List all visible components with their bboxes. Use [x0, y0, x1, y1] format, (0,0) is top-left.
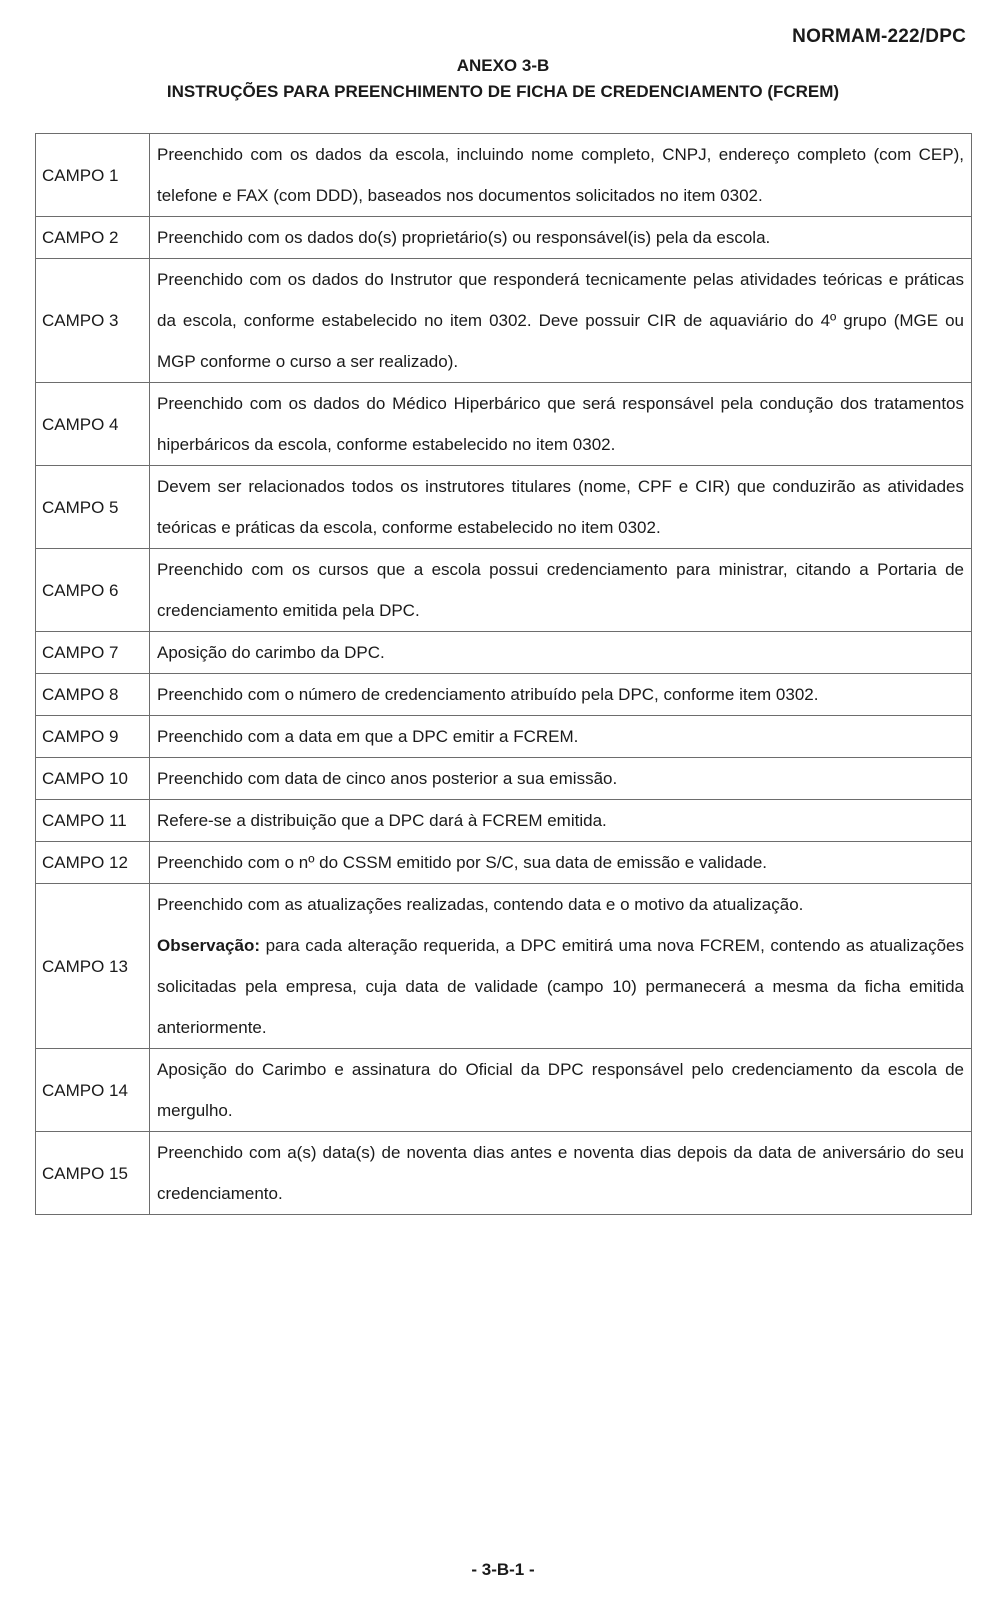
field-description: Preenchido com a(s) data(s) de noventa dias antes e noventa dias depois da data de aniversário do seu credenciamento.	[150, 1132, 972, 1215]
table-row	[36, 466, 972, 549]
field-description-main: Preenchido com as atualizações realizadas, contendo data e o motivo da atualização.	[157, 895, 804, 914]
field-label: CAMPO 8	[36, 674, 150, 716]
field-label: CAMPO 15	[36, 1132, 150, 1215]
table-row	[36, 134, 972, 217]
table-row	[36, 632, 972, 674]
table-row	[36, 884, 972, 1049]
table-row	[36, 674, 972, 716]
note-text: para cada alteração requerida, a DPC emitirá uma nova FCREM, contendo as atualizações solicitadas pela empresa, cuja data de validade (campo 10) permanecerá a mesma da ficha emitida anteriormente.	[157, 936, 964, 1037]
field-label: CAMPO 5	[36, 466, 150, 549]
table-row	[36, 1132, 972, 1215]
table-row	[36, 800, 972, 842]
field-label: CAMPO 11	[36, 800, 150, 842]
document-code: NORMAM-222/DPC	[792, 26, 966, 47]
field-description: Preenchido com os dados do(s) proprietário(s) ou responsável(is) pela da escola.	[150, 217, 972, 259]
field-label: CAMPO 1	[36, 134, 150, 217]
annex-title: ANEXO 3-B	[456, 56, 550, 75]
table-row	[36, 217, 972, 259]
field-label: CAMPO 3	[36, 259, 150, 383]
page-number: - 3-B-1 -	[471, 1560, 535, 1579]
field-label: CAMPO 4	[36, 383, 150, 466]
field-description	[150, 884, 972, 1049]
field-label: CAMPO 7	[36, 632, 150, 674]
field-label: CAMPO 9	[36, 716, 150, 758]
annex-subtitle: INSTRUÇÕES PARA PREENCHIMENTO DE FICHA DE CREDENCIAMENTO (FCREM)	[166, 82, 840, 101]
field-description: Preenchido com o número de credenciamento atribuído pela DPC, conforme item 0302.	[150, 674, 972, 716]
field-label: CAMPO 12	[36, 842, 150, 884]
table-row	[36, 842, 972, 884]
field-description: Aposição do Carimbo e assinatura do Oficial da DPC responsável pelo credenciamento da escola de mergulho.	[150, 1049, 972, 1132]
instructions-table	[35, 133, 972, 1215]
table-row	[36, 758, 972, 800]
field-label: CAMPO 2	[36, 217, 150, 259]
table-row	[36, 1049, 972, 1132]
field-description: Aposição do carimbo da DPC.	[150, 632, 972, 674]
field-description: Preenchido com os dados do Médico Hiperbárico que será responsável pela condução dos tratamentos hiperbáricos da escola, conforme estabelecido no item 0302.	[150, 383, 972, 466]
field-label: CAMPO 10	[36, 758, 150, 800]
note-label: Observação:	[157, 936, 260, 955]
field-description: Devem ser relacionados todos os instrutores titulares (nome, CPF e CIR) que conduzirão as atividades teóricas e práticas da escola, conforme estabelecido no item 0302.	[150, 466, 972, 549]
table-row	[36, 383, 972, 466]
field-note	[157, 925, 964, 1048]
table-row	[36, 716, 972, 758]
field-description: Preenchido com os dados do Instrutor que responderá tecnicamente pelas atividades teóricas e práticas da escola, conforme estabelecido no item 0302. Deve possuir CIR de aquaviário do 4º grupo (MGE ou MGP conforme o curso a ser realizado).	[150, 259, 972, 383]
field-description: Preenchido com o nº do CSSM emitido por S/C, sua data de emissão e validade.	[150, 842, 972, 884]
field-description: Preenchido com a data em que a DPC emitir a FCREM.	[150, 716, 972, 758]
table-row	[36, 549, 972, 632]
field-label: CAMPO 6	[36, 549, 150, 632]
field-description: Preenchido com os dados da escola, incluindo nome completo, CNPJ, endereço completo (com CEP), telefone e FAX (com DDD), baseados nos documentos solicitados no item 0302.	[150, 134, 972, 217]
table-row	[36, 259, 972, 383]
field-label: CAMPO 14	[36, 1049, 150, 1132]
field-description: Preenchido com os cursos que a escola possui credenciamento para ministrar, citando a Portaria de credenciamento emitida pela DPC.	[150, 549, 972, 632]
field-description: Preenchido com data de cinco anos posterior a sua emissão.	[150, 758, 972, 800]
field-description: Refere-se a distribuição que a DPC dará à FCREM emitida.	[150, 800, 972, 842]
field-label: CAMPO 13	[36, 884, 150, 1049]
